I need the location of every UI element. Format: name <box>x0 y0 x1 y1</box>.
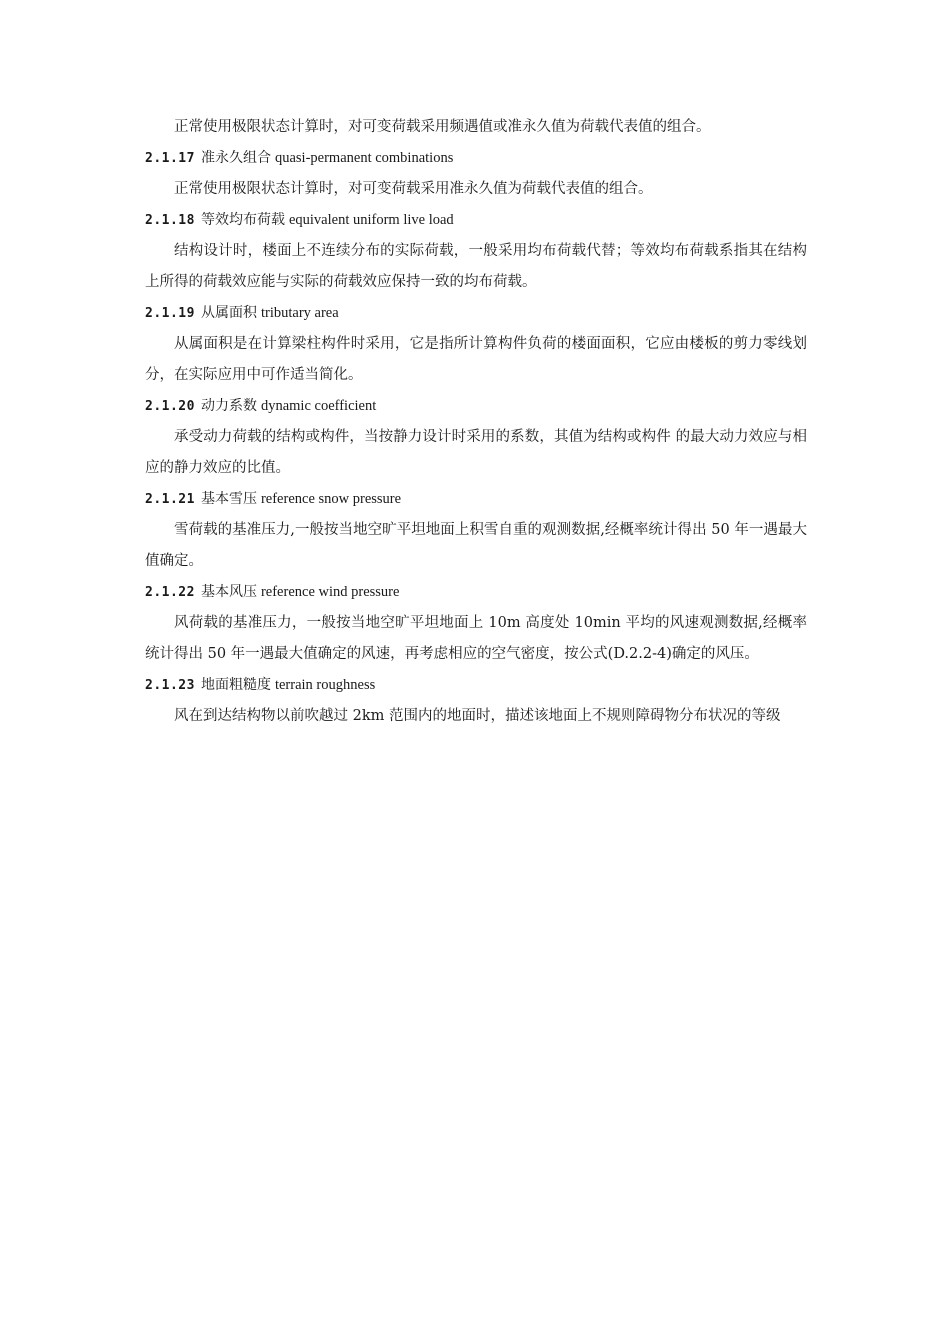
term-number: 2.1.22 <box>145 585 195 600</box>
term-english: equivalent uniform live load <box>288 212 454 228</box>
term-heading-2-1-22 <box>145 577 807 608</box>
term-english: reference snow pressure <box>260 491 402 507</box>
term-definition-2-1-21: 雪荷载的基准压力,一般按当地空旷平坦地面上积雪自重的观测数据,经概率统计得出 50 年一遇最大值确定。 <box>145 522 807 569</box>
term-english: dynamic coefficient <box>260 398 377 414</box>
term-english: reference wind pressure <box>260 584 400 600</box>
term-heading-2-1-19 <box>145 298 807 329</box>
term-english: terrain roughness <box>274 677 376 693</box>
term-number: 2.1.18 <box>145 213 195 228</box>
term-heading-2-1-20 <box>145 391 807 422</box>
term-chinese: 地面粗糙度 <box>200 677 271 693</box>
term-chinese: 等效均布荷载 <box>200 212 285 228</box>
term-english: quasi-permanent combinations <box>274 150 454 166</box>
term-definition-2-1-23: 风在到达结构物以前吹越过 2km 范围内的地面时，描述该地面上不规则障碍物分布状况的等级 <box>174 708 781 724</box>
term-definition-2-1-22: 风荷载的基准压力，一般按当地空旷平坦地面上 10m 高度处 10min 平均的风速观测数据,经概率统计得出 50 年一遇最大值确定的风速，再考虑相应的空气密度，按公式(D.2.2-4)确定的风压。 <box>145 615 807 662</box>
term-heading-2-1-17 <box>145 143 807 174</box>
term-definition-2-1-17: 正常使用极限状态计算时，对可变荷载采用准永久值为荷载代表值的组合。 <box>174 181 653 197</box>
term-chinese: 从属面积 <box>200 305 257 321</box>
term-definition-2-1-18: 结构设计时，楼面上不连续分布的实际荷载，一般采用均布荷载代替；等效均布荷载系指其在结构上所得的荷载效应能与实际的荷载效应保持一致的均布荷载。 <box>145 243 807 290</box>
document-page <box>145 112 807 732</box>
intro-paragraph: 正常使用极限状态计算时，对可变荷载采用频遇值或准永久值为荷载代表值的组合。 <box>174 119 711 135</box>
term-number: 2.1.23 <box>145 678 195 693</box>
term-chinese: 基本雪压 <box>200 491 257 507</box>
term-heading-2-1-23 <box>145 670 807 701</box>
term-number: 2.1.19 <box>145 306 195 321</box>
term-chinese: 基本风压 <box>200 584 257 600</box>
term-chinese: 准永久组合 <box>200 150 271 166</box>
term-chinese: 动力系数 <box>200 398 257 414</box>
term-english: tributary area <box>260 305 339 321</box>
term-heading-2-1-18 <box>145 205 807 236</box>
term-number: 2.1.20 <box>145 399 195 414</box>
term-definition-2-1-20: 承受动力荷载的结构或构件，当按静力设计时采用的系数，其值为结构或构件 的最大动力效应与相应的静力效应的比值。 <box>145 429 807 476</box>
term-number: 2.1.21 <box>145 492 195 507</box>
term-number: 2.1.17 <box>145 151 195 166</box>
term-definition-2-1-19: 从属面积是在计算梁柱构件时采用，它是指所计算构件负荷的楼面面积，它应由楼板的剪力零线划分，在实际应用中可作适当简化。 <box>145 336 807 383</box>
term-heading-2-1-21 <box>145 484 807 515</box>
